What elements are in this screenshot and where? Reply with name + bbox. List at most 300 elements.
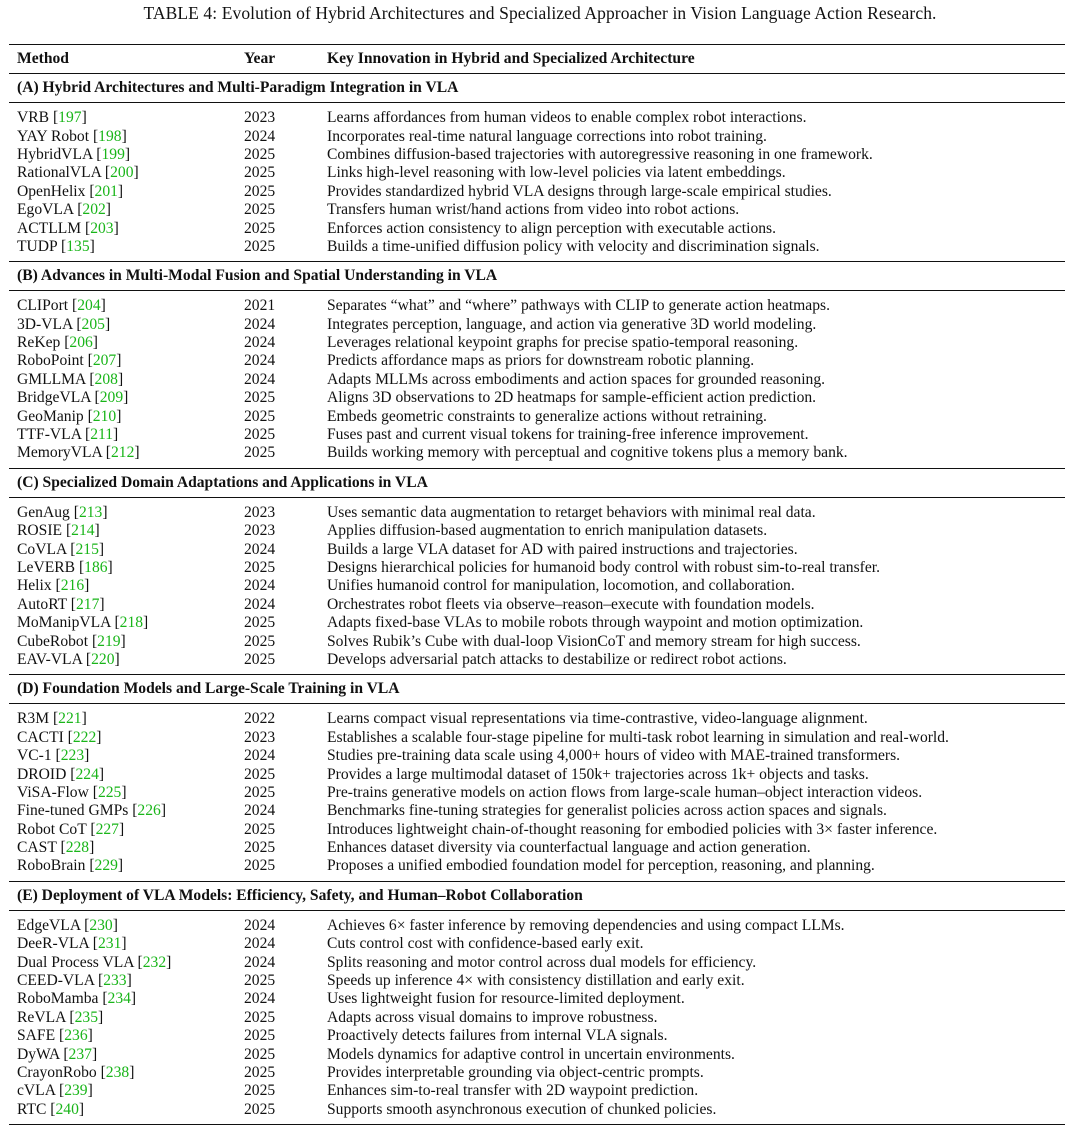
method-cell bbox=[9, 1045, 244, 1063]
method-name: Dual Process VLA bbox=[17, 953, 134, 971]
citation-bracket-close: ] bbox=[114, 650, 120, 668]
citation-bracket-close: ] bbox=[117, 857, 124, 875]
citation-bracket-open: [ bbox=[83, 407, 93, 425]
section-header bbox=[9, 262, 1065, 291]
innovation-cell: Builds a large VLA dataset for AD with paired instructions and trajectories. bbox=[327, 540, 798, 558]
citation-link[interactable]: 200 bbox=[110, 164, 134, 182]
citation-bracket-open: [ bbox=[88, 935, 98, 953]
method-cell bbox=[9, 522, 244, 540]
table-row bbox=[9, 839, 1065, 857]
innovation-cell: Embeds geometric constraints to generalize actions without retraining. bbox=[327, 407, 767, 425]
table-row bbox=[9, 651, 1065, 675]
citation-link[interactable]: 239 bbox=[64, 1082, 88, 1100]
method-name: SAFE bbox=[17, 1027, 56, 1045]
year-cell: 2024 bbox=[244, 595, 276, 613]
method-name: R3M bbox=[17, 710, 50, 728]
innovation-cell: Provides standardized hybrid VLA designs through large-scale empirical studies. bbox=[327, 182, 832, 200]
year-cell: 2025 bbox=[244, 1008, 276, 1026]
innovation-cell: Supports smooth asynchronous execution of chunked policies. bbox=[327, 1101, 1065, 1125]
innovation-cell: Adapts fixed-base VLAs to mobile robots through waypoint and motion optimization. bbox=[327, 614, 864, 632]
citation-bracket-open: [ bbox=[46, 1100, 56, 1118]
citation-bracket-close: ] bbox=[116, 352, 122, 370]
citation-link[interactable]: 204 bbox=[77, 297, 101, 315]
header-year: Year bbox=[244, 45, 327, 74]
citation-link[interactable]: 209 bbox=[99, 389, 124, 407]
citation-bracket-close: ] bbox=[134, 444, 140, 462]
table-row bbox=[9, 559, 1065, 577]
citation-bracket-close: ] bbox=[117, 182, 124, 200]
section-header bbox=[9, 74, 1065, 103]
citation-bracket-close: ] bbox=[118, 820, 125, 838]
year-cell: 2024 bbox=[244, 315, 276, 333]
citation-link[interactable]: 227 bbox=[95, 820, 119, 838]
citation-bracket-close: ] bbox=[91, 1045, 98, 1063]
citation-link[interactable]: 225 bbox=[97, 783, 122, 801]
citation-bracket-open: [ bbox=[55, 1027, 65, 1045]
innovation-cell: Incorporates real-time natural language corrections into robot training. bbox=[327, 127, 767, 145]
method-cell bbox=[9, 747, 244, 765]
method-cell bbox=[9, 857, 244, 881]
citation-bracket-open: [ bbox=[55, 1082, 65, 1100]
table-row bbox=[9, 497, 1065, 522]
method-cell bbox=[9, 444, 244, 468]
method-cell bbox=[9, 219, 244, 237]
table-row bbox=[9, 577, 1065, 595]
method-name: AutoRT bbox=[17, 595, 67, 613]
citation-bracket-close: ] bbox=[98, 540, 105, 558]
method-cell bbox=[9, 910, 244, 935]
table-row bbox=[9, 990, 1065, 1008]
citation-link[interactable]: 219 bbox=[97, 632, 121, 650]
citation-bracket-close: ] bbox=[143, 614, 149, 632]
method-name: CAST bbox=[17, 839, 57, 857]
citation-bracket-close: ] bbox=[87, 1082, 93, 1100]
citation-link[interactable]: 226 bbox=[137, 802, 161, 820]
citation-bracket-close: ] bbox=[104, 315, 111, 333]
method-name: ReVLA bbox=[17, 1008, 66, 1026]
year-cell: 2025 bbox=[244, 614, 276, 632]
method-name: CrayonRobo bbox=[17, 1063, 97, 1081]
citation-bracket-close: ] bbox=[100, 297, 106, 315]
citation-link[interactable]: 213 bbox=[78, 503, 103, 521]
citation-link[interactable]: 214 bbox=[71, 522, 95, 540]
table-row bbox=[9, 1101, 1065, 1125]
section-title: (B) Advances in Multi-Modal Fusion and Spatial Understanding in VLA bbox=[9, 262, 1065, 291]
table-row bbox=[9, 389, 1065, 407]
header-innovation: Key Innovation in Hybrid and Specialized Architecture bbox=[327, 45, 1065, 74]
citation-link[interactable]: 197 bbox=[58, 109, 82, 127]
citation-bracket-open: [ bbox=[89, 127, 99, 145]
innovation-cell: Builds working memory with perceptual and cognitive tokens plus a memory bank. bbox=[327, 444, 848, 462]
citation-link[interactable]: 199 bbox=[101, 145, 125, 163]
method-cell bbox=[9, 729, 244, 747]
table-row bbox=[9, 371, 1065, 389]
section-header bbox=[9, 675, 1065, 704]
year-cell: 2025 bbox=[244, 444, 276, 462]
method-cell bbox=[9, 559, 244, 577]
method-name: BridgeVLA bbox=[17, 389, 91, 407]
citation-bracket-open: [ bbox=[59, 1045, 69, 1063]
method-name: RoboBrain bbox=[17, 857, 86, 875]
innovation-cell: Splits reasoning and motor control across dual models for efficiency. bbox=[327, 953, 757, 971]
citation-bracket-close: ] bbox=[89, 839, 95, 857]
innovation-cell: Learns compact visual representations via time-contrastive, video-language alignment. bbox=[327, 710, 868, 728]
table-row bbox=[9, 164, 1065, 182]
citation-bracket-close: ] bbox=[78, 1100, 85, 1118]
citation-link[interactable]: 211 bbox=[90, 426, 114, 444]
citation-bracket-close: ] bbox=[81, 109, 87, 127]
method-name: DyWA bbox=[17, 1045, 60, 1063]
method-name: DROID bbox=[17, 765, 67, 783]
year-cell: 2024 bbox=[244, 334, 276, 352]
table-row bbox=[9, 444, 1065, 468]
year-cell: 2025 bbox=[244, 219, 276, 237]
citation-link[interactable]: 135 bbox=[66, 237, 90, 255]
year-cell: 2025 bbox=[244, 765, 276, 783]
method-cell bbox=[9, 1064, 244, 1082]
innovation-cell: Integrates perception, language, and action via generative 3D world modeling. bbox=[327, 315, 817, 333]
citation-bracket-close: ] bbox=[133, 164, 139, 182]
citation-bracket-open: [ bbox=[57, 237, 67, 255]
year-cell: 2023 bbox=[244, 503, 276, 521]
year-cell: 2024 bbox=[244, 935, 276, 953]
citation-bracket-open: [ bbox=[66, 540, 76, 558]
citation-bracket-open: [ bbox=[86, 820, 96, 838]
table-row bbox=[9, 352, 1065, 370]
citation-link[interactable]: 207 bbox=[92, 352, 117, 370]
table-row bbox=[9, 784, 1065, 802]
year-cell: 2023 bbox=[244, 728, 276, 746]
citation-bracket-open: [ bbox=[81, 426, 91, 444]
innovation-cell: Adapts MLLMs across embodiments and action spaces for grounded reasoning. bbox=[327, 370, 826, 388]
table-row bbox=[9, 765, 1065, 783]
innovation-cell: Enhances sim-to-real transfer with 2D waypoint prediction. bbox=[327, 1082, 699, 1100]
citation-link[interactable]: 235 bbox=[74, 1008, 98, 1026]
method-cell bbox=[9, 935, 244, 953]
table-row bbox=[9, 1027, 1065, 1045]
year-cell: 2024 bbox=[244, 577, 276, 595]
citation-bracket-open: [ bbox=[73, 201, 83, 219]
citation-bracket-close: ] bbox=[160, 802, 167, 820]
citation-link[interactable]: 222 bbox=[72, 728, 97, 746]
citation-bracket-close: ] bbox=[81, 710, 87, 728]
section-title: (A) Hybrid Architectures and Multi-Paradigm Integration in VLA bbox=[9, 74, 1065, 103]
method-name: LeVERB bbox=[17, 559, 76, 576]
table-row bbox=[9, 953, 1065, 971]
year-cell: 2025 bbox=[244, 783, 276, 801]
citation-link[interactable]: 216 bbox=[60, 577, 85, 595]
citation-bracket-open: [ bbox=[128, 802, 138, 820]
citation-bracket-open: [ bbox=[133, 953, 143, 971]
citation-bracket-open: [ bbox=[98, 990, 108, 1008]
year-cell: 2025 bbox=[244, 1027, 276, 1045]
innovation-cell: Studies pre-training data scale using 4,000+ hours of video with MAE-trained transformers. bbox=[327, 747, 901, 765]
citation-link[interactable]: 220 bbox=[91, 650, 115, 668]
innovation-cell: Introduces lightweight chain-of-thought reasoning for embodied policies with 3× faster inference. bbox=[327, 820, 938, 838]
citation-link[interactable]: 201 bbox=[94, 182, 118, 200]
innovation-cell: Fuses past and current visual tokens for training-free inference improvement. bbox=[327, 426, 809, 444]
table-row bbox=[9, 614, 1065, 632]
year-cell: 2025 bbox=[244, 650, 276, 668]
innovation-cell: Proactively detects failures from internal VLA signals. bbox=[327, 1027, 668, 1045]
citation-bracket-close: ] bbox=[105, 201, 111, 219]
year-cell: 2024 bbox=[244, 540, 276, 558]
citation-bracket-close: ] bbox=[96, 728, 102, 746]
citation-link[interactable]: 198 bbox=[98, 127, 122, 145]
year-cell: 2025 bbox=[244, 389, 276, 407]
citation-bracket-open: [ bbox=[83, 352, 93, 370]
year-cell: 2025 bbox=[244, 820, 276, 838]
table-row bbox=[9, 316, 1065, 334]
innovation-cell: Leverages relational keypoint graphs for precise spatio-temporal reasoning. bbox=[327, 334, 799, 352]
citation-bracket-close: ] bbox=[120, 632, 126, 650]
year-cell: 2025 bbox=[244, 1045, 276, 1063]
citation-bracket-open: [ bbox=[66, 765, 76, 783]
method-name: CLIPort bbox=[17, 297, 69, 315]
table-row bbox=[9, 857, 1065, 881]
citation-bracket-open: [ bbox=[68, 297, 78, 315]
method-cell bbox=[9, 540, 244, 558]
table-row bbox=[9, 127, 1065, 145]
method-cell bbox=[9, 334, 244, 352]
citation-link[interactable]: 234 bbox=[107, 990, 131, 1008]
method-cell bbox=[9, 1082, 244, 1100]
year-cell: 2025 bbox=[244, 1101, 327, 1125]
citation-bracket-close: ] bbox=[99, 595, 105, 613]
method-name: CACTI bbox=[17, 728, 64, 746]
citation-link[interactable]: 203 bbox=[90, 219, 114, 237]
citation-bracket-close: ] bbox=[113, 219, 119, 237]
citation-bracket-close: ] bbox=[84, 747, 90, 765]
method-name: EgoVLA bbox=[17, 201, 74, 219]
citation-link[interactable]: 240 bbox=[55, 1100, 79, 1118]
method-cell bbox=[9, 103, 244, 128]
method-name: ViSA-Flow bbox=[17, 783, 89, 801]
method-cell bbox=[9, 497, 244, 522]
citation-bracket-open: [ bbox=[85, 370, 95, 388]
citation-link[interactable]: 212 bbox=[110, 444, 135, 462]
year-cell: 2025 bbox=[244, 145, 276, 163]
method-cell bbox=[9, 839, 244, 857]
innovation-cell: Provides a large multimodal dataset of 150k+ trajectories across 1k+ objects and tasks. bbox=[327, 765, 869, 783]
citation-bracket-close: ] bbox=[89, 237, 95, 255]
section-header bbox=[9, 881, 1065, 910]
citation-bracket-open: [ bbox=[90, 389, 100, 407]
citation-bracket-close: ] bbox=[94, 522, 100, 540]
citation-bracket-open: [ bbox=[110, 614, 120, 632]
method-cell bbox=[9, 201, 244, 219]
table-row bbox=[9, 910, 1065, 935]
innovation-cell: Enhances dataset diversity via counterfactual language and action generation. bbox=[327, 839, 811, 857]
citation-link[interactable]: 237 bbox=[68, 1045, 92, 1063]
citation-bracket-open: [ bbox=[72, 315, 82, 333]
method-cell bbox=[9, 1101, 244, 1125]
citation-bracket-close: ] bbox=[121, 127, 127, 145]
citation-link[interactable]: 232 bbox=[142, 953, 167, 971]
citation-bracket-close: ] bbox=[112, 916, 118, 934]
method-cell bbox=[9, 990, 244, 1008]
citation-bracket-close: ] bbox=[126, 972, 132, 990]
method-cell bbox=[9, 614, 244, 632]
table-row bbox=[9, 747, 1065, 765]
year-cell: 2025 bbox=[244, 559, 276, 576]
method-name: RoboMamba bbox=[17, 990, 99, 1008]
citation-link[interactable]: 238 bbox=[105, 1063, 130, 1081]
method-cell bbox=[9, 127, 244, 145]
citation-bracket-open: [ bbox=[94, 972, 104, 990]
table-row bbox=[9, 1009, 1065, 1027]
citation-link[interactable]: 210 bbox=[92, 407, 117, 425]
citation-bracket-close: ] bbox=[98, 1008, 104, 1026]
innovation-cell: Aligns 3D observations to 2D heatmaps for sample-efficient action prediction. bbox=[327, 389, 817, 407]
citation-bracket-open: [ bbox=[88, 783, 98, 801]
citation-link[interactable]: 229 bbox=[94, 857, 118, 875]
citation-bracket-open: [ bbox=[81, 219, 91, 237]
year-cell: 2025 bbox=[244, 1063, 276, 1081]
method-cell bbox=[9, 784, 244, 802]
citation-link[interactable]: 218 bbox=[119, 614, 144, 632]
citation-link[interactable]: 217 bbox=[76, 595, 100, 613]
innovation-cell: Predicts affordance maps as priors for downstream robotic planning. bbox=[327, 352, 755, 370]
method-cell bbox=[9, 577, 244, 595]
citation-bracket-close: ] bbox=[129, 1063, 135, 1081]
citation-link[interactable]: 206 bbox=[69, 334, 93, 352]
table-row bbox=[9, 802, 1065, 820]
citation-bracket-close: ] bbox=[124, 145, 131, 163]
citation-bracket-close: ] bbox=[92, 334, 98, 352]
year-cell: 2025 bbox=[244, 857, 276, 875]
table-row bbox=[9, 729, 1065, 747]
method-cell bbox=[9, 765, 244, 783]
method-name: ACTLLM bbox=[17, 219, 82, 237]
method-cell bbox=[9, 316, 244, 334]
innovation-cell: Establishes a scalable four-stage pipeline for multi-task robot learning in simulation and real-world. bbox=[327, 728, 949, 746]
innovation-cell: Unifies humanoid control for manipulation, locomotion, and collaboration. bbox=[327, 577, 795, 595]
method-name: VC-1 bbox=[17, 747, 52, 765]
architectures-table bbox=[9, 44, 1065, 1125]
citation-bracket-close: ] bbox=[121, 935, 127, 953]
method-cell bbox=[9, 164, 244, 182]
method-name: GMLLMA bbox=[17, 370, 86, 388]
citation-link[interactable]: 221 bbox=[58, 710, 82, 728]
innovation-cell: Designs hierarchical policies for humanoid body control with robust sim-to-real transfer. bbox=[327, 559, 880, 576]
citation-link[interactable]: 205 bbox=[81, 315, 105, 333]
year-cell: 2025 bbox=[244, 632, 276, 650]
year-cell: 2024 bbox=[244, 370, 276, 388]
citation-bracket-open: [ bbox=[82, 650, 92, 668]
method-cell bbox=[9, 972, 244, 990]
method-name: TUDP bbox=[17, 237, 58, 255]
innovation-cell: Separates “what” and “where” pathways with CLIP to generate action heatmaps. bbox=[327, 297, 830, 315]
innovation-cell: Orchestrates robot fleets via observe–reason–execute with foundation models. bbox=[327, 595, 815, 613]
citation-bracket-open: [ bbox=[66, 595, 76, 613]
section-title: (E) Deployment of VLA Models: Efficiency, Safety, and Human–Robot Collaboration bbox=[9, 881, 1065, 910]
year-cell: 2025 bbox=[244, 201, 276, 219]
method-cell bbox=[9, 291, 244, 316]
header-row bbox=[9, 45, 1065, 74]
citation-link[interactable]: 230 bbox=[89, 916, 113, 934]
citation-bracket-close: ] bbox=[107, 559, 113, 576]
method-name: VRB bbox=[17, 109, 50, 127]
method-cell bbox=[9, 1027, 244, 1045]
innovation-cell: Uses semantic data augmentation to retarget behaviors with minimal real data. bbox=[327, 503, 816, 521]
citation-link[interactable]: 236 bbox=[64, 1027, 88, 1045]
table-row bbox=[9, 1082, 1065, 1100]
year-cell: 2025 bbox=[244, 972, 276, 990]
citation-bracket-open: [ bbox=[63, 728, 73, 746]
citation-link[interactable]: 202 bbox=[82, 201, 106, 219]
table-row bbox=[9, 407, 1065, 425]
method-name: CEED-VLA bbox=[17, 972, 95, 990]
year-cell: 2025 bbox=[244, 164, 276, 182]
method-cell bbox=[9, 183, 244, 201]
table-row bbox=[9, 972, 1065, 990]
table-caption: TABLE 4: Evolution of Hybrid Architectures and Specialized Approacher in Vision Language Action Research. bbox=[143, 3, 937, 23]
method-cell bbox=[9, 371, 244, 389]
citation-bracket-open: [ bbox=[60, 334, 70, 352]
table-row bbox=[9, 821, 1065, 839]
innovation-cell: Achieves 6× faster inference by removing dependencies and using compact LLMs. bbox=[327, 916, 845, 934]
innovation-cell: Adapts across visual domains to improve robustness. bbox=[327, 1008, 658, 1026]
method-cell bbox=[9, 407, 244, 425]
method-cell bbox=[9, 238, 244, 262]
citation-link[interactable]: 231 bbox=[97, 935, 122, 953]
innovation-cell: Provides interpretable grounding via object-centric prompts. bbox=[327, 1063, 704, 1081]
citation-link[interactable]: 186 bbox=[84, 559, 108, 576]
innovation-cell: Links high-level reasoning with low-level policies via latent embeddings. bbox=[327, 164, 786, 182]
citation-link[interactable]: 215 bbox=[75, 540, 99, 558]
year-cell: 2024 bbox=[244, 953, 276, 971]
year-cell: 2024 bbox=[244, 352, 276, 370]
citation-link[interactable]: 228 bbox=[65, 839, 90, 857]
method-cell bbox=[9, 389, 244, 407]
method-cell bbox=[9, 651, 244, 675]
year-cell: 2024 bbox=[244, 916, 276, 934]
citation-link[interactable]: 223 bbox=[60, 747, 85, 765]
table-row bbox=[9, 426, 1065, 444]
citation-link[interactable]: 208 bbox=[94, 370, 118, 388]
citation-bracket-close: ] bbox=[121, 783, 127, 801]
method-name: RTC bbox=[17, 1100, 47, 1118]
citation-link[interactable]: 233 bbox=[103, 972, 127, 990]
innovation-cell: Proposes a unified embodied foundation model for perception, reasoning, and planning. bbox=[327, 857, 875, 875]
method-cell bbox=[9, 802, 244, 820]
citation-bracket-close: ] bbox=[117, 370, 124, 388]
citation-bracket-open: [ bbox=[51, 747, 61, 765]
year-cell: 2024 bbox=[244, 127, 276, 145]
year-cell: 2023 bbox=[244, 109, 276, 127]
year-cell: 2025 bbox=[244, 839, 276, 857]
table-row bbox=[9, 291, 1065, 316]
method-name: ReKep bbox=[17, 334, 61, 352]
method-name: YAY Robot bbox=[17, 127, 90, 145]
method-name: GeoManip bbox=[17, 407, 84, 425]
method-name: CubeRobot bbox=[17, 632, 89, 650]
year-cell: 2021 bbox=[244, 297, 276, 315]
year-cell: 2024 bbox=[244, 990, 276, 1008]
method-name: RationalVLA bbox=[17, 164, 102, 182]
innovation-cell: Cuts control cost with confidence-based early exit. bbox=[327, 935, 644, 953]
citation-bracket-open: [ bbox=[56, 839, 66, 857]
table-row bbox=[9, 935, 1065, 953]
table-body bbox=[9, 74, 1065, 1125]
citation-bracket-open: [ bbox=[69, 503, 79, 521]
citation-bracket-open: [ bbox=[92, 145, 102, 163]
citation-link[interactable]: 224 bbox=[75, 765, 99, 783]
table-row bbox=[9, 238, 1065, 262]
method-name: OpenHelix bbox=[17, 182, 86, 200]
method-cell bbox=[9, 704, 244, 729]
